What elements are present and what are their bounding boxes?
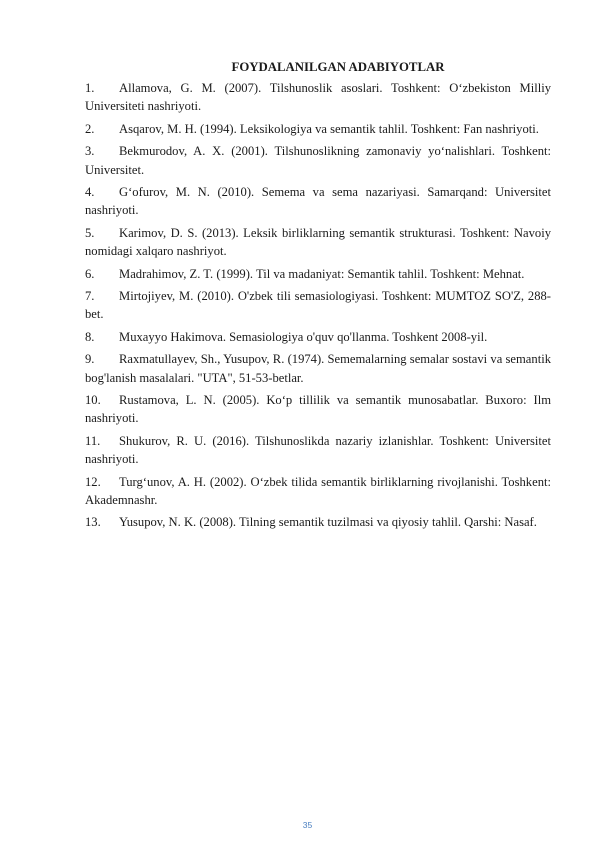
page-number: 35 <box>302 820 313 830</box>
reference-text: Shukurov, R. U. (2016). Tilshunoslikda nazariy izlanishlar. Toshkent: Universitet nashriyoti. <box>85 433 551 467</box>
page-title: FOYDALANILGAN ADABIYOTLAR <box>231 60 445 74</box>
reference-item <box>85 183 551 220</box>
reference-number: 2. <box>85 121 95 136</box>
reference-item <box>85 120 551 139</box>
document-page <box>85 58 551 536</box>
reference-text: Turg‘unov, A. H. (2002). O‘zbek tilida semantik birliklarning rivojlanishi. Toshkent: Akademnashr. <box>85 474 551 508</box>
reference-text: Muxayyo Hakimova. Semasiologiya o'quv qo'llanma. Toshkent 2008-yil. <box>119 329 488 344</box>
reference-number: 7. <box>85 288 95 303</box>
reference-item <box>85 265 551 284</box>
reference-number: 13. <box>85 515 101 530</box>
reference-text: Raxmatullayev, Sh., Yusupov, R. (1974). Sememalarning semalar sostavi va semantik bog'lanish masalalari. "UTA", 51-53-betlar. <box>85 351 551 385</box>
reference-list <box>85 79 551 532</box>
reference-text: Allamova, G. M. (2007). Tilshunoslik asoslari. Toshkent: O‘zbekiston Milliy Universiteti nashriyoti. <box>85 80 551 114</box>
reference-item <box>85 432 551 469</box>
reference-number: 8. <box>85 329 95 344</box>
reference-text: Madrahimov, Z. T. (1999). Til va madaniyat: Semantik tahlil. Toshkent: Mehnat. <box>119 266 525 281</box>
reference-number: 3. <box>85 143 95 158</box>
reference-text: G‘ofurov, M. N. (2010). Semema va sema nazariyasi. Samarqand: Universitet nashriyoti. <box>85 184 551 218</box>
reference-text: Mirtojiyev, M. (2010). O'zbek tili semasiologiyasi. Toshkent: MUMTOZ SO'Z, 288-bet. <box>85 288 551 322</box>
reference-item <box>85 473 551 510</box>
reference-number: 4. <box>85 184 95 199</box>
reference-text: Karimov, D. S. (2013). Leksik birliklarning semantik strukturasi. Toshkent: Navoiy nomidagi xalqaro nashriyot. <box>85 225 551 259</box>
reference-item <box>85 350 551 387</box>
reference-item <box>85 287 551 324</box>
reference-number: 5. <box>85 225 95 240</box>
reference-item <box>85 391 551 428</box>
reference-text: Asqarov, M. H. (1994). Leksikologiya va semantik tahlil. Toshkent: Fan nashriyoti. <box>119 121 539 136</box>
reference-item <box>85 142 551 179</box>
reference-number: 10. <box>85 392 101 407</box>
reference-item <box>85 328 551 347</box>
reference-text: Bekmurodov, A. X. (2001). Tilshunoslikning zamonaviy yo‘nalishlari. Toshkent: Universitet. <box>85 143 551 177</box>
reference-item <box>85 79 551 116</box>
reference-number: 12. <box>85 474 101 489</box>
reference-item <box>85 513 551 532</box>
reference-item <box>85 224 551 261</box>
reference-number: 9. <box>85 351 95 366</box>
reference-text: Yusupov, N. K. (2008). Tilning semantik tuzilmasi va qiyosiy tahlil. Qarshi: Nasaf. <box>119 515 537 530</box>
reference-number: 6. <box>85 266 95 281</box>
reference-text: Rustamova, L. N. (2005). Ko‘p tillilik va semantik munosabatlar. Buxoro: Ilm nashriyoti. <box>85 392 551 426</box>
reference-number: 1. <box>85 80 95 95</box>
reference-number: 11. <box>85 433 101 448</box>
